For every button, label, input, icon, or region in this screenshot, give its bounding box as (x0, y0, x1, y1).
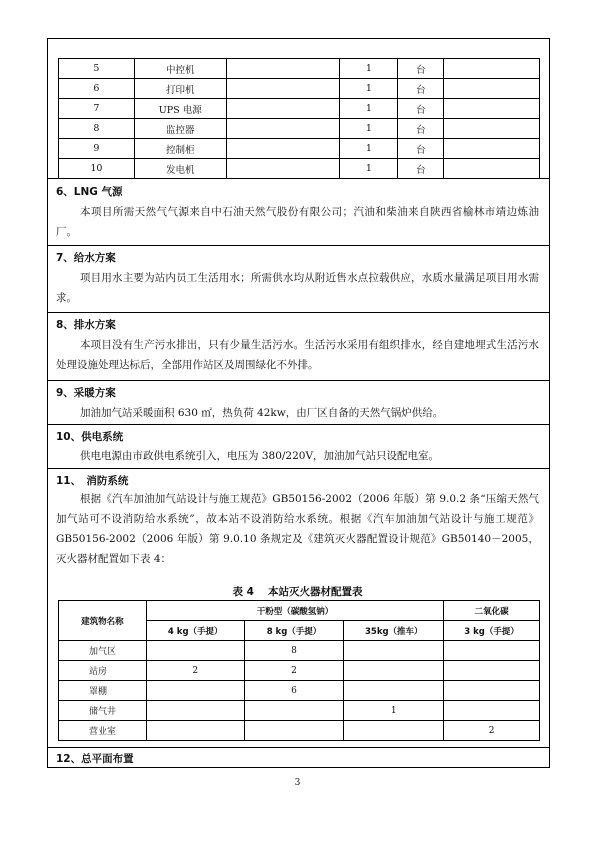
unit: 台 (398, 79, 444, 99)
extinguisher-count (344, 681, 444, 701)
extinguisher-count (344, 641, 444, 661)
empty-cell (444, 79, 540, 99)
fire-equipment-table (58, 600, 540, 741)
extinguisher-count (444, 661, 540, 681)
quantity: 1 (340, 59, 398, 79)
empty-cell (226, 139, 340, 159)
table-row (59, 159, 540, 179)
building-name: 罩棚 (59, 681, 147, 701)
extinguisher-count: 1 (344, 701, 444, 721)
group-co2: 二氧化碳 (444, 601, 540, 621)
equipment-name: 中控机 (134, 59, 226, 79)
table-row (59, 119, 540, 139)
extinguisher-count (146, 701, 244, 721)
row-number: 7 (59, 99, 135, 119)
empty-cell (444, 139, 540, 159)
extinguisher-count: 2 (244, 661, 344, 681)
col-building: 建筑物名称 (59, 601, 147, 641)
section-7-title: 7、给水方案 (56, 252, 116, 264)
quantity: 1 (340, 99, 398, 119)
section-12-title: 12、总平面布置 (56, 753, 134, 765)
quantity: 1 (340, 159, 398, 179)
extinguisher-count: 2 (146, 661, 244, 681)
equipment-name: UPS 电源 (134, 99, 226, 119)
extinguisher-count (244, 721, 344, 741)
equipment-name: 监控器 (134, 119, 226, 139)
extinguisher-count: 2 (444, 721, 540, 741)
fire-table-caption: 表 4 本站灭火器材配置表 (232, 586, 363, 598)
unit: 台 (398, 159, 444, 179)
equipment-name: 发电机 (134, 159, 226, 179)
table-row (59, 139, 540, 159)
divider (47, 424, 550, 425)
section-6-text: 本项目所需天然气气源来自中石油天然气股份有限公司；汽油和柴油来自陕西省榆林市靖边炼油厂。 (56, 206, 539, 238)
divider (47, 468, 550, 469)
quantity: 1 (340, 119, 398, 139)
divider (47, 312, 550, 313)
section-6-title: 6、LNG 气源 (56, 186, 123, 198)
extinguisher-count (146, 681, 244, 701)
unit: 台 (398, 139, 444, 159)
extinguisher-count (444, 641, 540, 661)
table-row (59, 661, 540, 681)
extinguisher-count (244, 701, 344, 721)
building-name: 加气区 (59, 641, 147, 661)
sub-35kg: 35kg（推车） (344, 621, 444, 641)
sub-3kg: 3 kg（手提） (444, 621, 540, 641)
table-row (59, 701, 540, 721)
table-row (59, 59, 540, 79)
table-row (59, 79, 540, 99)
building-name: 储气井 (59, 701, 147, 721)
section-9-text: 加油加气站采暖面积 630 ㎡，热负荷 42kw，由厂区自备的天然气锅炉供给。 (80, 407, 444, 419)
table-row (59, 641, 540, 661)
section-7-text: 项目用水主要为站内员工生活用水；所需供水均从附近售水点拉载供应，水质水量满足项目用水需求。 (56, 272, 539, 304)
divider (47, 380, 550, 381)
equipment-name: 打印机 (134, 79, 226, 99)
row-number: 10 (59, 159, 135, 179)
section-8-text: 本项目没有生产污水排出，只有少量生活污水。生活污水采用有组织排水，经自建地埋式生活污水处理设施处理达标后，全部用作站区及周围绿化不外排。 (56, 339, 539, 371)
section-8-title: 8、排水方案 (56, 319, 116, 331)
empty-cell (444, 119, 540, 139)
table-row (59, 721, 540, 741)
sub-4kg: 4 kg（手提） (146, 621, 244, 641)
table-row (59, 99, 540, 119)
extinguisher-count (146, 721, 244, 741)
empty-cell (226, 79, 340, 99)
page-number: 3 (294, 778, 301, 788)
row-number: 6 (59, 79, 135, 99)
section-9-title: 9、采暖方案 (56, 387, 116, 399)
divider (47, 178, 550, 179)
building-name: 营业室 (59, 721, 147, 741)
empty-cell (226, 119, 340, 139)
empty-cell (444, 99, 540, 119)
row-number: 8 (59, 119, 135, 139)
row-number: 5 (59, 59, 135, 79)
extinguisher-count (344, 721, 444, 741)
extinguisher-count (444, 701, 540, 721)
equipment-name: 控制柜 (134, 139, 226, 159)
row-number: 9 (59, 139, 135, 159)
extinguisher-count (146, 641, 244, 661)
quantity: 1 (340, 79, 398, 99)
building-name: 站房 (59, 661, 147, 681)
empty-cell (444, 159, 540, 179)
empty-cell (444, 59, 540, 79)
extinguisher-count (444, 681, 540, 701)
empty-cell (226, 99, 340, 119)
table-row (59, 681, 540, 701)
divider (47, 747, 550, 748)
sub-8kg: 8 kg（手提） (244, 621, 344, 641)
empty-cell (226, 159, 340, 179)
extinguisher-count (344, 661, 444, 681)
unit: 台 (398, 99, 444, 119)
divider (47, 245, 550, 246)
equipment-table (58, 58, 540, 179)
extinguisher-count: 8 (244, 641, 344, 661)
section-11-text: 根据《汽车加油加气站设计与施工规范》GB50156-2002（2006 年版）第 9.0.2 条“压缩天然气加气站可不设消防给水系统”，故本站不设消防给水系统。根据《汽车加油加气站设计与施工规范》GB50156-2002（2006 年版）第 9.0.10 条规定及《建筑灭火器配置设计规范》GB50140－2005，灭火器材配置如下表 4： (56, 493, 539, 565)
section-10-title: 10、供电系统 (56, 431, 124, 443)
section-11-title: 11、 消防系统 (56, 475, 129, 487)
quantity: 1 (340, 139, 398, 159)
group-dry-powder: 干粉型（碳酸氢钠） (146, 601, 443, 621)
unit: 台 (398, 59, 444, 79)
section-10-text: 供电电源由市政供电系统引入，电压为 380/220V，加油加气站只设配电室。 (80, 450, 440, 462)
empty-cell (226, 59, 340, 79)
extinguisher-count: 6 (244, 681, 344, 701)
unit: 台 (398, 119, 444, 139)
